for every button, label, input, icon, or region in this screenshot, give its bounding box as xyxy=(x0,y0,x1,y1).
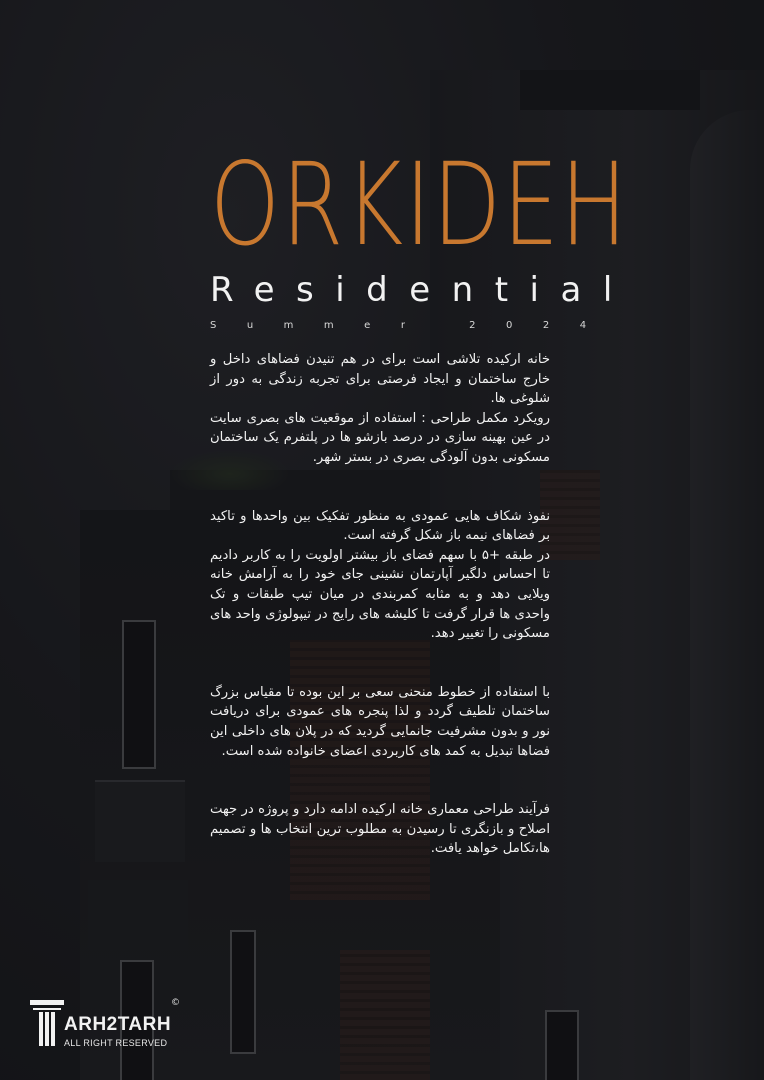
title-block xyxy=(210,138,634,331)
project-title: ORKIDEH xyxy=(210,138,629,271)
paragraph: با استفاده از خطوط منحنی سعی بر این بوده تا مقیاس بزرگ ساختمان تلطیف گردد و لذا پنجره های عمودی برای دریافت نور و بدون مشرفیت جانمایی گردید که در پلان های داخلی این فضاها تبدیل به کمد های کاربردی اعضای خانواده شده است. xyxy=(210,684,550,759)
column-t-icon xyxy=(30,1000,64,1046)
logo-tagline: ALL RIGHT RESERVED xyxy=(64,1038,168,1048)
paragraph: در طبقه +۵ با سهم فضای باز بیشتر اولویت را به کاربر دادیم تا احساس دلگیر آپارتمان نشینی جای خود را به آرامش خانه ویلایی دهد و به مثابه کمربندی در میان تیپ طبقات و تک واحدی ها قرار گرفت تا کلیشه های رایج در تیپولوژی واحد های مسکونی را تغییر دهد. xyxy=(210,547,550,642)
brand-logo xyxy=(30,998,180,1050)
paragraph: رویکرد مکمل طراحی : استفاده از موقعیت های بصری سایت در عین بهینه سازی در درصد بازشو ها در پلتفرم یک ساختمان مسکونی بدون آلودگی بصری در بستر شهر. xyxy=(210,410,550,465)
project-description xyxy=(210,350,550,859)
copyright-symbol: © xyxy=(171,998,180,1008)
logo-name: ARH2TARH xyxy=(64,1014,172,1035)
project-season: Summer 2024 xyxy=(210,320,617,331)
paragraph: فرآیند طراحی معماری خانه ارکیده ادامه دارد و پروژه در جهت اصلاح و بازنگری تا رسیدن به مطلوب ترین انتخاب ها و تصمیم ها،تکامل خواهد یافت. xyxy=(210,802,550,857)
project-subtitle: Residential xyxy=(210,270,634,310)
paragraph: خانه ارکیده تلاشی است برای در هم تنیدن فضاهای داخل و خارج ساختمان و ایجاد فرصتی برای تجربه زندگی به دور از شلوغی ها. xyxy=(210,352,550,407)
paragraph: نفوذ شکاف هایی عمودی به منظور تفکیک بین واحدها و تاکید بر فضاهای نیمه باز شکل گرفته است. xyxy=(210,508,550,544)
